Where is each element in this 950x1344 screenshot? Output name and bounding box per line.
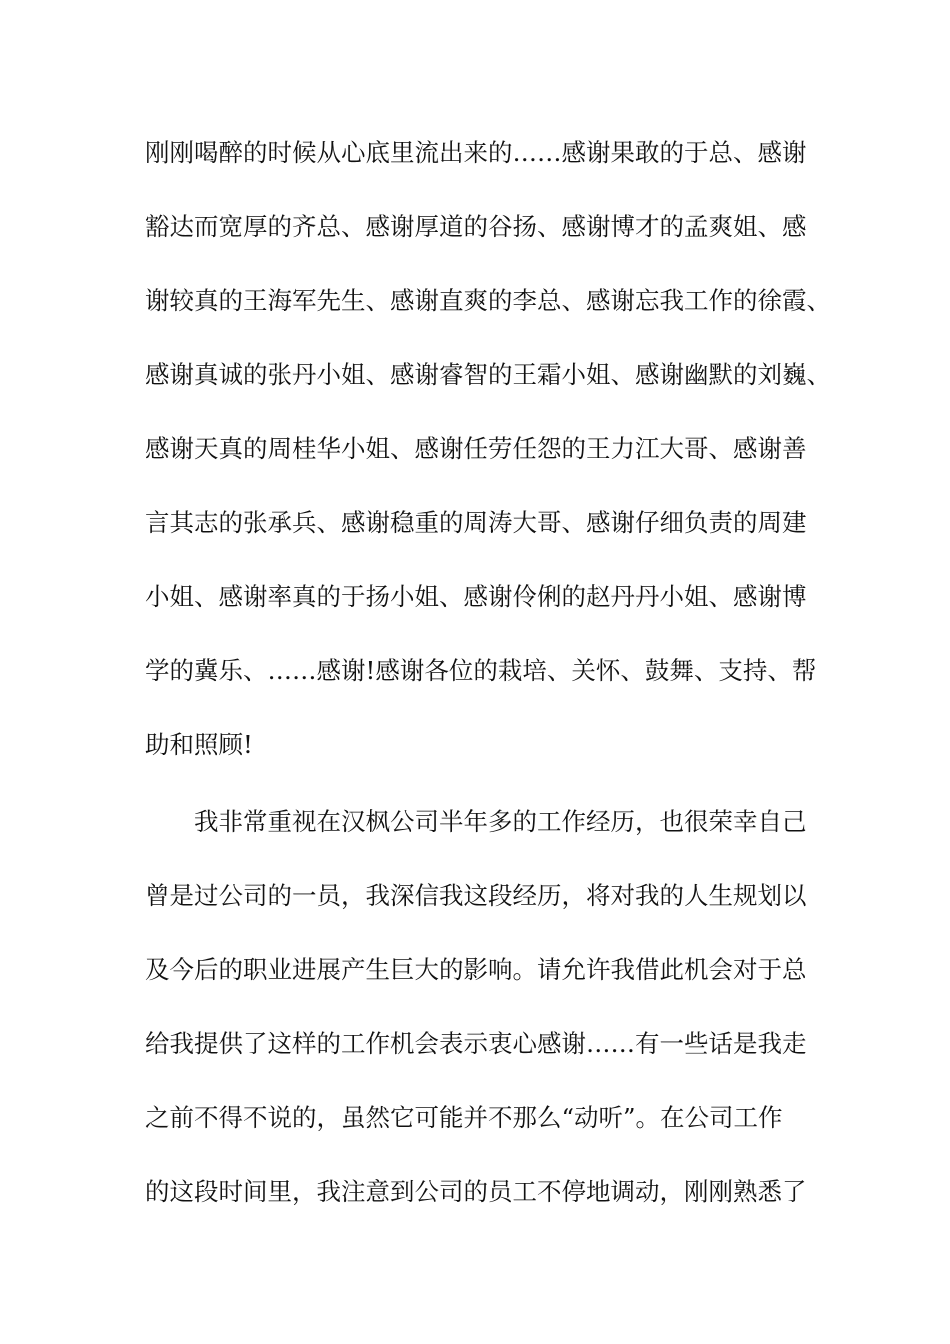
text-line: 谢较真的王海军先生、感谢直爽的李总、感谢忘我工作的徐霞、 xyxy=(145,286,831,315)
paragraph-first-line: 我非常重视在汉枫公司半年多的工作经历，也很荣幸自己 xyxy=(194,807,807,836)
text-line: 给我提供了这样的工作机会表示衷心感谢……有一些话是我走 xyxy=(145,1029,807,1058)
text-line: 豁达而宽厚的齐总、感谢厚道的谷扬、感谢博才的孟爽姐、感 xyxy=(145,212,807,241)
text-line: 言其志的张承兵、感谢稳重的周涛大哥、感谢仔细负责的周建 xyxy=(145,508,807,537)
text-line: 曾是过公司的一员，我深信我这段经历，将对我的人生规划以 xyxy=(145,881,807,910)
text-line: 感谢真诚的张丹小姐、感谢睿智的王霜小姐、感谢幽默的刘巍、 xyxy=(145,360,831,389)
text-line: 小姐、感谢率真的于扬小姐、感谢伶俐的赵丹丹小姐、感谢博 xyxy=(145,582,807,611)
text-line: 及今后的职业进展产生巨大的影响。请允许我借此机会对于总 xyxy=(145,955,807,984)
text-line: 助和照顾! xyxy=(145,730,253,759)
text-line: 感谢天真的周桂华小姐、感谢任劳任怨的王力江大哥、感谢善 xyxy=(145,434,807,463)
text-line: 刚刚喝醉的时候从心底里流出来的……感谢果敢的于总、感谢 xyxy=(145,138,807,167)
text-line: 学的冀乐、……感谢!感谢各位的栽培、关怀、鼓舞、支持、帮 xyxy=(145,656,817,685)
text-line: 之前不得不说的，虽然它可能并不那么“动听”。在公司工作 xyxy=(145,1103,783,1132)
text-line: 的这段时间里，我注意到公司的员工不停地调动，刚刚熟悉了 xyxy=(145,1177,807,1206)
